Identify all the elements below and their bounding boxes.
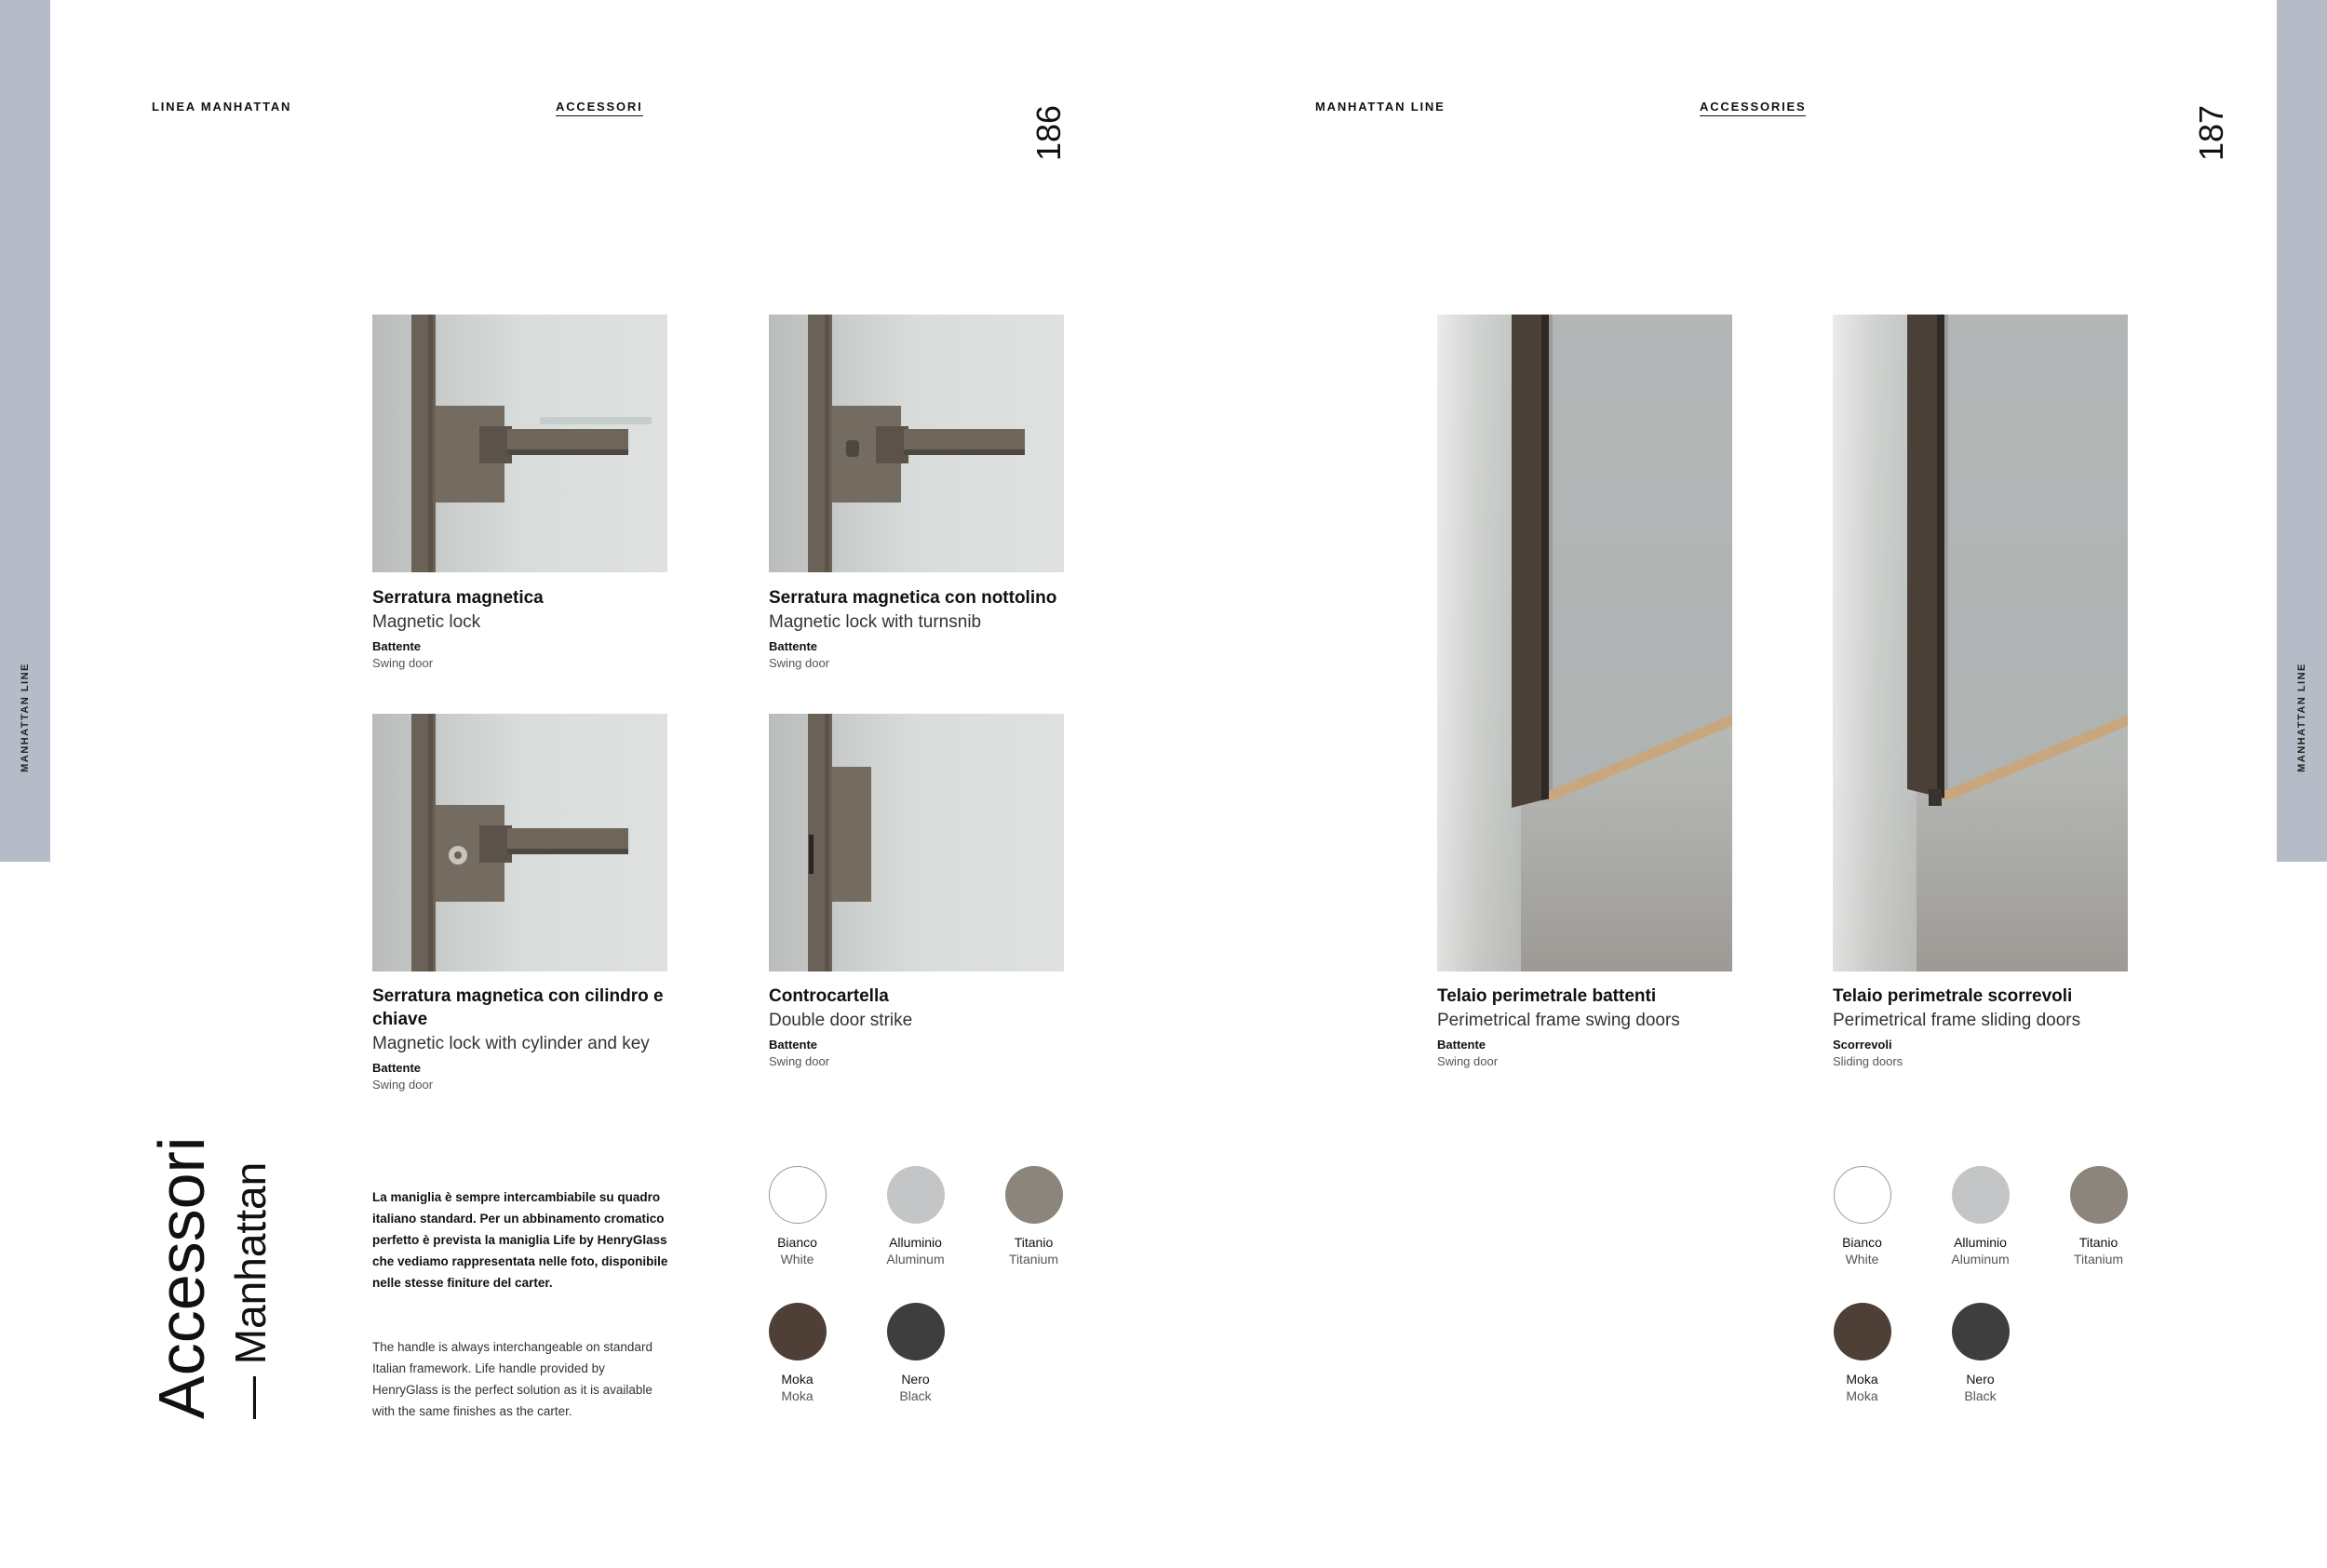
section-big-title: Accessori	[145, 1136, 218, 1419]
right-side-label: MANHATTAN LINE	[2296, 663, 2307, 772]
left-side-bar	[0, 0, 50, 862]
product-title: Serratura magnetica con cilindro e chiave	[372, 986, 664, 1029]
product-subtitle: Perimetrical frame sliding doors	[1833, 1011, 2081, 1030]
finish-swatch[interactable]	[738, 1166, 856, 1266]
finish-name-it: Bianco	[1842, 1235, 1882, 1250]
finish-name-it: Titanio	[1014, 1235, 1054, 1250]
product-title: Serratura magnetica	[372, 588, 544, 608]
product-type-en: Swing door	[372, 1078, 434, 1092]
left-header-line: LINEA MANHATTAN	[152, 100, 292, 114]
finish-color-dot	[1952, 1166, 2010, 1224]
product-caption	[1437, 985, 1744, 1068]
product-caption	[769, 586, 1085, 670]
finish-name-it: Bianco	[777, 1235, 817, 1250]
magnetic-lock-photo	[372, 315, 667, 572]
finish-swatch[interactable]	[1921, 1166, 2039, 1266]
finish-name-en: White	[1845, 1252, 1879, 1266]
finish-name-en: Black	[899, 1388, 932, 1403]
left-header-section[interactable]: ACCESSORI	[556, 100, 643, 116]
product-title: Serratura magnetica con nottolino	[769, 588, 1057, 608]
section-big-subtitle: — Manhattan	[226, 1161, 275, 1419]
product-type-it: Battente	[1437, 1038, 1486, 1052]
finish-color-dot	[769, 1166, 827, 1224]
finish-name-en: Aluminum	[1951, 1252, 2010, 1266]
finish-name-en: Titanium	[2073, 1252, 2124, 1266]
finish-name-it: Nero	[1966, 1372, 1995, 1387]
product-type-en: Swing door	[769, 656, 830, 670]
product-title: Telaio perimetrale scorrevoli	[1833, 986, 2073, 1006]
product-type-it: Scorrevoli	[1833, 1038, 1892, 1052]
finish-swatch[interactable]	[2039, 1166, 2158, 1266]
finish-name-en: Moka	[1846, 1388, 1878, 1403]
finish-swatch[interactable]	[1803, 1166, 1921, 1266]
description-english: The handle is always interchangeable on standard Italian framework. Life handle provided by HenryGlass is the perfect solution as it is available with the same finishes as the carter.	[372, 1340, 652, 1418]
right-side-bar	[2277, 0, 2327, 862]
product-subtitle: Double door strike	[769, 1011, 913, 1030]
product-caption	[372, 985, 670, 1092]
finish-swatch[interactable]	[975, 1166, 1093, 1266]
finish-name-it: Alluminio	[1954, 1235, 2007, 1250]
finish-color-dot	[887, 1303, 945, 1360]
double-door-strike-photo	[769, 714, 1064, 972]
right-header-section[interactable]: ACCESSORIES	[1700, 100, 1806, 116]
finish-swatch[interactable]	[856, 1303, 975, 1403]
product-caption	[769, 985, 1076, 1068]
finish-name-en: Moka	[781, 1388, 814, 1403]
perimetrical-frame-swing-photo	[1437, 315, 1732, 972]
product-type-it: Battente	[769, 1038, 818, 1052]
description-italian: La maniglia è sempre intercambiabile su quadro italiano standard. Per un abbinamento cromatico perfetto è prevista la maniglia Life by HenryGlass che vediamo rappresentata nelle foto, disponibile nelle stesse finiture del carter.	[372, 1190, 668, 1290]
finish-name-en: Titanium	[1008, 1252, 1059, 1266]
finish-color-dot	[887, 1166, 945, 1224]
product-subtitle: Magnetic lock with turnsnib	[769, 612, 982, 632]
product-type-en: Swing door	[1437, 1054, 1499, 1068]
product-subtitle: Magnetic lock	[372, 612, 481, 632]
finish-color-dot	[769, 1303, 827, 1360]
finish-name-it: Nero	[901, 1372, 930, 1387]
finish-name-en: White	[780, 1252, 814, 1266]
finish-swatch[interactable]	[1921, 1303, 2039, 1403]
product-caption	[372, 586, 679, 670]
finish-color-dot	[1005, 1166, 1063, 1224]
finish-name-it: Alluminio	[889, 1235, 942, 1250]
right-header-line: MANHATTAN LINE	[1315, 100, 1446, 114]
finish-name-it: Titanio	[2078, 1235, 2119, 1250]
finish-swatch[interactable]	[856, 1166, 975, 1266]
product-subtitle: Perimetrical frame swing doors	[1437, 1011, 1680, 1030]
finish-color-dot	[1834, 1303, 1891, 1360]
finish-name-en: Aluminum	[886, 1252, 945, 1266]
product-title: Controcartella	[769, 986, 889, 1006]
product-caption	[1833, 985, 2140, 1068]
product-type-en: Swing door	[372, 656, 434, 670]
finish-swatch[interactable]	[738, 1303, 856, 1403]
finish-name-it: Moka	[781, 1372, 814, 1387]
magnetic-lock-cylinder-photo	[372, 714, 667, 972]
product-type-it: Battente	[372, 639, 422, 653]
product-subtitle: Magnetic lock with cylinder and key	[372, 1034, 650, 1053]
finish-name-en: Black	[1964, 1388, 1997, 1403]
product-type-it: Battente	[372, 1061, 422, 1075]
left-page-number: 186	[1029, 104, 1069, 162]
finish-color-dot	[2070, 1166, 2128, 1224]
product-type-en: Sliding doors	[1833, 1054, 1903, 1068]
left-side-label: MANHATTAN LINE	[20, 663, 31, 772]
product-type-it: Battente	[769, 639, 818, 653]
product-title: Telaio perimetrale battenti	[1437, 986, 1657, 1006]
magnetic-lock-turnsnib-photo	[769, 315, 1064, 572]
finish-color-dot	[1834, 1166, 1891, 1224]
right-page-number: 187	[2192, 104, 2231, 162]
finish-color-dot	[1952, 1303, 2010, 1360]
finish-name-it: Moka	[1846, 1372, 1878, 1387]
finish-swatch[interactable]	[1803, 1303, 1921, 1403]
product-type-en: Swing door	[769, 1054, 830, 1068]
perimetrical-frame-sliding-photo	[1833, 315, 2128, 972]
